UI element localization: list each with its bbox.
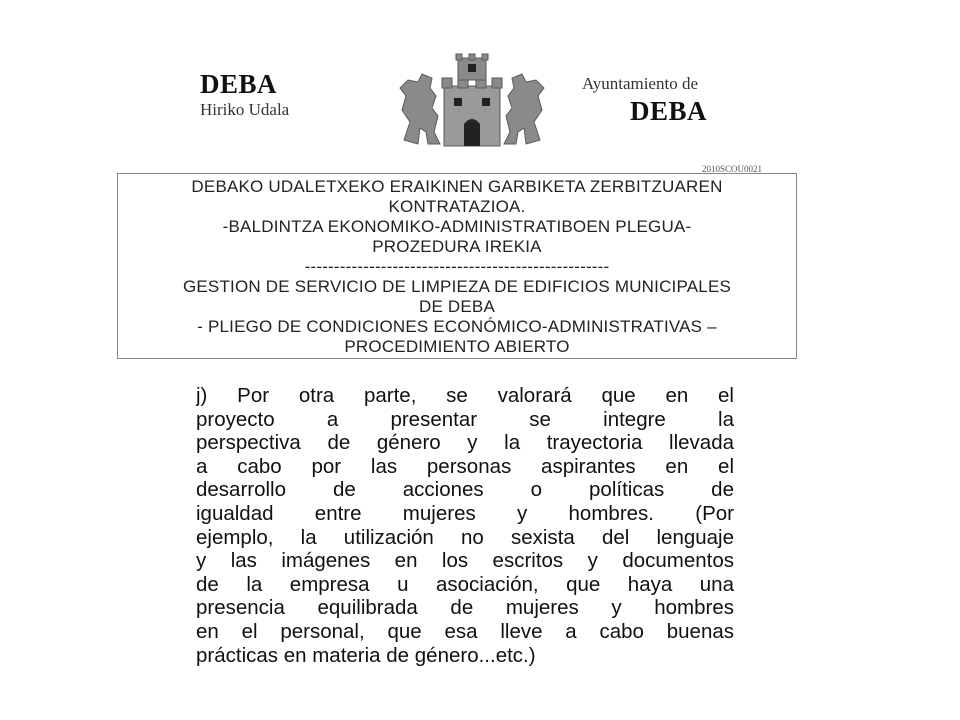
paragraph-line: proyecto a presentar se integre la (196, 407, 734, 431)
title-line: GESTION DE SERVICIO DE LIMPIEZA DE EDIFICIOS MUNICIPALES (182, 277, 732, 296)
paragraph-line: ejemplo, la utilización no sexista del lenguaje (196, 525, 734, 549)
title-separator: ---------------------------------------------------- (304, 257, 610, 276)
paragraph-line: prácticas en materia de género...etc.) (196, 643, 536, 667)
clause-paragraph (196, 384, 734, 667)
paragraph-line: igualdad entre mujeres y hombres. (Por (196, 501, 734, 525)
title-line: - PLIEGO DE CONDICIONES ECONÓMICO-ADMINISTRATIVAS – (197, 317, 717, 336)
paragraph-line: j) Por otra parte, se valorará que en el (196, 384, 734, 407)
paragraph-line: desarrollo de acciones o políticas de (196, 478, 734, 502)
municipality-name-basque: DEBA (200, 69, 278, 99)
title-line: DE DEBA (418, 297, 496, 316)
title-line: PROZEDURA IREKIA (372, 237, 542, 256)
document-reference-code: 2010SCOU0021 (702, 164, 763, 174)
paragraph-line: perspectiva de género y la trayectoria llevada (196, 431, 734, 455)
council-label-basque: Hiriko Udala (200, 100, 290, 119)
paragraph-line: presencia equilibrada de mujeres y hombres (196, 596, 734, 620)
title-line: PROCEDIMIENTO ABIERTO (344, 337, 570, 356)
paragraph-line: y las imágenes en los escritos y documentos (196, 549, 734, 573)
header-right-block (582, 74, 782, 126)
coat-of-arms-icon (392, 52, 552, 152)
paragraph-line: a cabo por las personas aspirantes en el (196, 454, 734, 478)
paragraph-line: de la empresa u asociación, que haya una (196, 572, 734, 596)
title-line: KONTRATAZIOA. (388, 197, 526, 216)
document-title-box (117, 173, 797, 359)
title-line: -BALDINTZA EKONOMIKO-ADMINISTRATIBOEN PLEGUA- (222, 217, 692, 236)
municipality-name-spanish: DEBA (630, 96, 708, 126)
council-label-spanish: Ayuntamiento de (582, 74, 698, 93)
title-line: DEBAKO UDALETXEKO ERAIKINEN GARBIKETA ZERBITZUAREN (191, 177, 723, 196)
header-left-block (200, 70, 350, 120)
paragraph-line: en el personal, que esa lleve a cabo buenas (196, 619, 734, 643)
